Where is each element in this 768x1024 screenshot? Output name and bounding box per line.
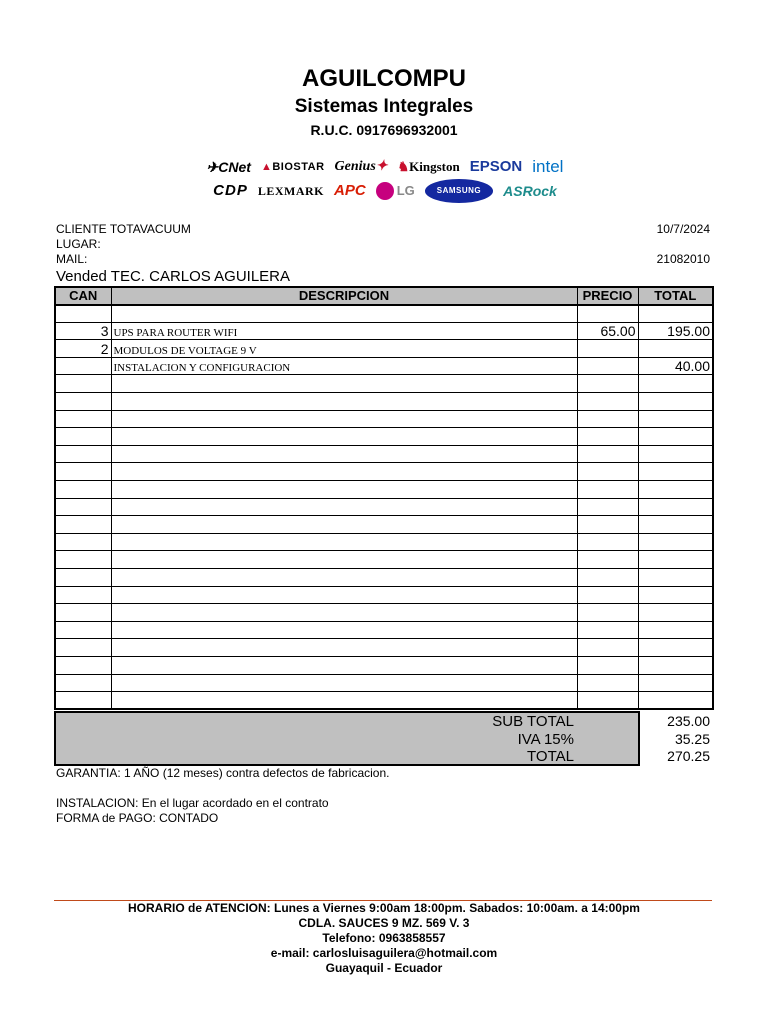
brand-logos-row-2	[150, 180, 620, 202]
row-precio	[577, 340, 638, 358]
table-row	[55, 463, 713, 481]
row-can	[55, 586, 111, 604]
brand-logos-row-1	[150, 156, 620, 178]
vendedor-label: Vended	[56, 268, 107, 285]
row-precio	[577, 621, 638, 639]
table-row	[55, 656, 713, 674]
row-precio	[577, 498, 638, 516]
iva-label: IVA 15%	[517, 731, 574, 748]
row-descripcion	[111, 428, 577, 446]
total-label: TOTAL	[527, 748, 574, 765]
garantia-note: GARANTIA: 1 AÑO (12 meses) contra defectos de fabricacion.	[56, 766, 390, 780]
cliente-value: TOTAVACUUM	[109, 222, 191, 236]
lexmark-logo: LEXMARK	[257, 184, 325, 198]
row-descripcion	[111, 481, 577, 499]
row-total	[638, 674, 713, 692]
total-value: 270.25	[667, 748, 710, 764]
row-descripcion	[111, 463, 577, 481]
table-row	[55, 621, 713, 639]
table-row	[55, 393, 713, 411]
row-precio	[577, 305, 638, 323]
row-descripcion: INSTALACION Y CONFIGURACION	[111, 357, 577, 375]
row-precio	[577, 393, 638, 411]
forma-pago-note: FORMA de PAGO: CONTADO	[56, 811, 219, 825]
cnet-logo: ✈CNet	[206, 159, 251, 175]
row-total	[638, 692, 713, 710]
row-can	[55, 463, 111, 481]
subtotal-label: SUB TOTAL	[492, 713, 574, 730]
table-row	[55, 692, 713, 710]
vendedor-value: TEC. CARLOS AGUILERA	[110, 268, 291, 285]
row-total	[638, 569, 713, 587]
row-total: 195.00	[638, 322, 713, 340]
items-table	[54, 286, 714, 710]
row-can	[55, 621, 111, 639]
row-precio	[577, 604, 638, 622]
company-header	[0, 64, 768, 139]
header-precio: PRECIO	[577, 287, 638, 305]
invoice-date: 10/7/2024	[656, 222, 710, 236]
lg-face-icon	[376, 182, 394, 200]
asrock-logo: ASRock	[503, 183, 557, 199]
mail-label: MAIL:	[56, 252, 88, 266]
row-can	[55, 604, 111, 622]
row-descripcion: MODULOS DE VOLTAGE 9 V	[111, 340, 577, 358]
cdp-logo: CDP	[213, 182, 248, 199]
row-total	[638, 393, 713, 411]
footer-email: e-mail: carlosluisaguilera@hotmail.com	[270, 946, 498, 960]
table-row	[55, 305, 713, 323]
table-row	[55, 357, 713, 375]
table-row	[55, 516, 713, 534]
footer-horario: HORARIO de ATENCION: Lunes a Viernes 9:00am 18:00pm. Sabados: 10:00am. a 14:00pm	[128, 901, 640, 915]
row-total	[638, 604, 713, 622]
row-precio	[577, 551, 638, 569]
table-row	[55, 498, 713, 516]
row-total	[638, 445, 713, 463]
footer-ciudad: Guayaquil - Ecuador	[325, 961, 443, 975]
table-row	[55, 551, 713, 569]
row-descripcion	[111, 621, 577, 639]
row-precio	[577, 692, 638, 710]
header-total: TOTAL	[638, 287, 713, 305]
invoice-number: 21082010	[656, 252, 710, 266]
row-can	[55, 305, 111, 323]
table-row	[55, 322, 713, 340]
totals-values	[638, 711, 712, 766]
header-can: CAN	[55, 287, 111, 305]
row-total	[638, 481, 713, 499]
row-total	[638, 305, 713, 323]
row-precio	[577, 516, 638, 534]
row-total	[638, 586, 713, 604]
row-precio	[577, 445, 638, 463]
row-descripcion	[111, 692, 577, 710]
table-row	[55, 533, 713, 551]
company-name: AGUILCOMPU	[302, 65, 466, 92]
row-total	[638, 463, 713, 481]
row-can	[55, 692, 111, 710]
row-precio	[577, 481, 638, 499]
row-descripcion	[111, 656, 577, 674]
row-descripcion	[111, 393, 577, 411]
row-descripcion	[111, 533, 577, 551]
row-descripcion	[111, 586, 577, 604]
row-total	[638, 551, 713, 569]
row-total	[638, 498, 713, 516]
row-can	[55, 357, 111, 375]
row-descripcion	[111, 445, 577, 463]
lg-logo: LG	[376, 181, 415, 201]
table-row	[55, 481, 713, 499]
row-precio	[577, 674, 638, 692]
genius-logo: Genius✦	[334, 159, 388, 174]
row-can: 3	[55, 322, 111, 340]
samsung-logo: SAMSUNG	[425, 179, 493, 203]
row-total	[638, 533, 713, 551]
row-can	[55, 498, 111, 516]
iva-value: 35.25	[674, 731, 710, 747]
table-row	[55, 375, 713, 393]
header-descripcion: DESCRIPCION	[111, 287, 577, 305]
row-descripcion	[111, 569, 577, 587]
biostar-logo: ▲BIOSTAR	[260, 161, 325, 173]
table-row	[55, 428, 713, 446]
row-can: 2	[55, 340, 111, 358]
footer	[0, 901, 768, 976]
row-descripcion	[111, 305, 577, 323]
cliente-label: CLIENTE	[56, 222, 107, 236]
row-can	[55, 410, 111, 428]
company-tagline: Sistemas Integrales	[294, 96, 474, 117]
table-row	[55, 586, 713, 604]
row-precio	[577, 586, 638, 604]
instalacion-note: INSTALACION: En el lugar acordado en el contrato	[56, 796, 329, 810]
lugar-label: LUGAR:	[56, 237, 101, 251]
table-row	[55, 569, 713, 587]
row-descripcion	[111, 498, 577, 516]
row-total	[638, 516, 713, 534]
row-can	[55, 481, 111, 499]
row-precio	[577, 375, 638, 393]
row-total	[638, 428, 713, 446]
company-ruc: R.U.C. 0917696932001	[310, 122, 458, 138]
cliente-line	[56, 222, 191, 237]
table-row	[55, 674, 713, 692]
row-precio: 65.00	[577, 322, 638, 340]
row-total	[638, 621, 713, 639]
row-total	[638, 639, 713, 657]
row-total	[638, 340, 713, 358]
table-row	[55, 445, 713, 463]
intel-logo: intel	[532, 157, 564, 176]
row-total	[638, 656, 713, 674]
row-precio	[577, 656, 638, 674]
row-descripcion: UPS PARA ROUTER WIFI	[111, 322, 577, 340]
row-descripcion	[111, 410, 577, 428]
footer-telefono: Telefono: 0963858557	[322, 931, 446, 945]
row-can	[55, 674, 111, 692]
row-can	[55, 656, 111, 674]
row-can	[55, 428, 111, 446]
row-precio	[577, 533, 638, 551]
row-precio	[577, 569, 638, 587]
row-can	[55, 375, 111, 393]
row-descripcion	[111, 375, 577, 393]
subtotal-value: 235.00	[667, 713, 710, 729]
row-precio	[577, 639, 638, 657]
row-descripcion	[111, 604, 577, 622]
table-row	[55, 639, 713, 657]
table-row	[55, 604, 713, 622]
totals-box	[54, 711, 712, 766]
row-descripcion	[111, 674, 577, 692]
vendedor-line	[56, 268, 290, 286]
kingston-logo: ♞Kingston	[397, 159, 460, 174]
apc-logo: APC	[334, 182, 366, 199]
items-table-header	[55, 287, 713, 305]
row-precio	[577, 357, 638, 375]
row-can	[55, 639, 111, 657]
row-total	[638, 410, 713, 428]
row-total: 40.00	[638, 357, 713, 375]
table-row	[55, 340, 713, 358]
epson-logo: EPSON	[469, 158, 523, 175]
row-can	[55, 393, 111, 411]
row-precio	[577, 410, 638, 428]
row-can	[55, 516, 111, 534]
row-total	[638, 375, 713, 393]
row-descripcion	[111, 639, 577, 657]
row-descripcion	[111, 551, 577, 569]
row-precio	[577, 428, 638, 446]
footer-direccion: CDLA. SAUCES 9 MZ. 569 V. 3	[298, 916, 470, 930]
row-descripcion	[111, 516, 577, 534]
table-row	[55, 410, 713, 428]
row-can	[55, 569, 111, 587]
brand-logos	[150, 156, 620, 202]
row-can	[55, 445, 111, 463]
row-can	[55, 533, 111, 551]
row-precio	[577, 463, 638, 481]
row-can	[55, 551, 111, 569]
